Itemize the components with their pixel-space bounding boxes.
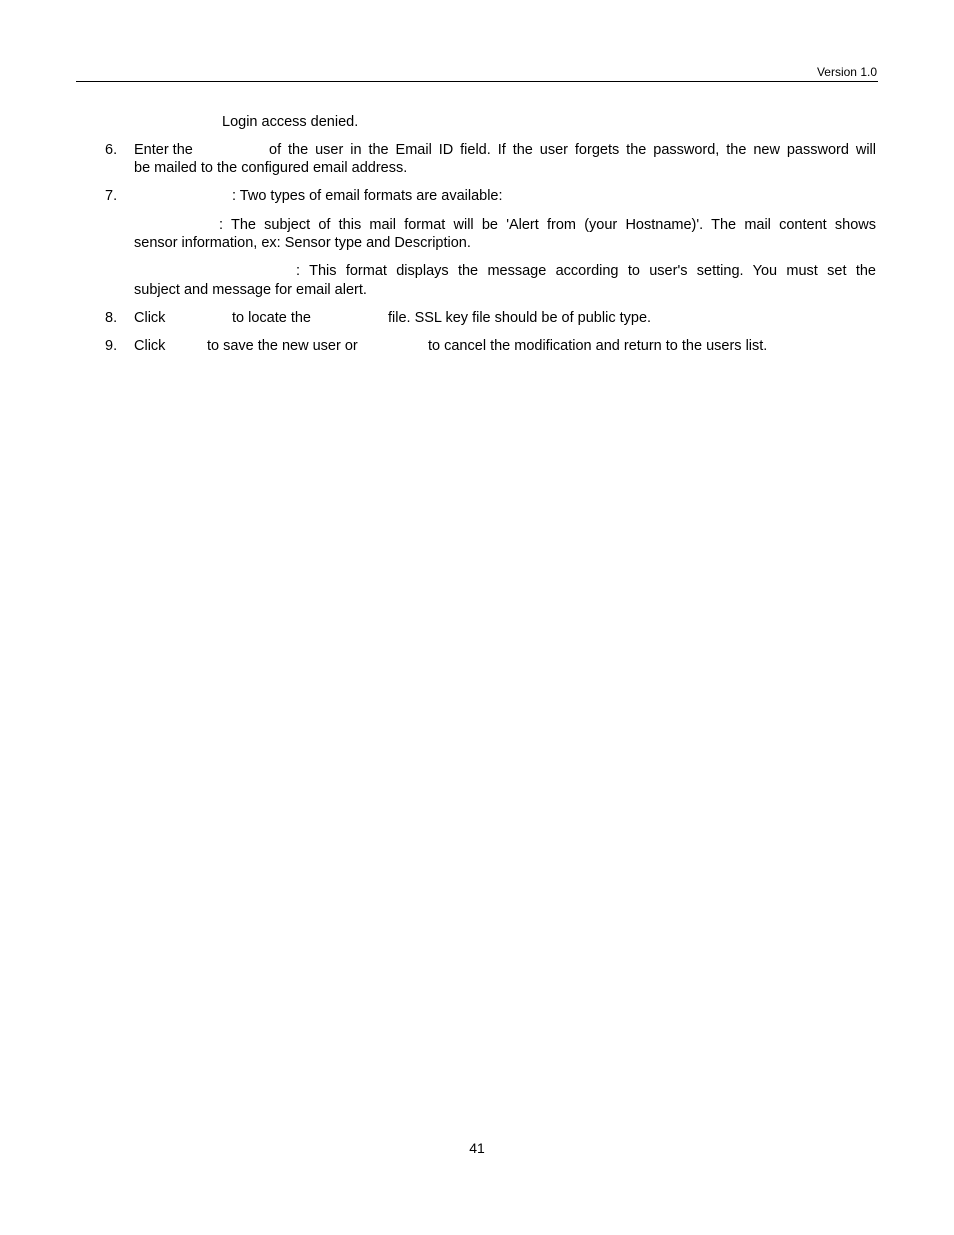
item-text: Enter the xyxy=(134,142,193,158)
sub-item-text: sensor information, ex: Sensor type and Description. xyxy=(134,235,471,251)
item-text: Click xyxy=(134,338,166,354)
item-text: to locate the xyxy=(232,310,311,326)
item-text: be mailed to the configured email address. xyxy=(134,160,408,176)
item-number: 8. xyxy=(105,310,118,326)
item-number: 6. xyxy=(105,142,118,158)
version-label: Version 1.0 xyxy=(816,65,877,79)
sub-item-text: : This format displays the message according to user's setting. You must set the xyxy=(296,263,876,279)
item-text: file. SSL key file should be of public type. xyxy=(388,310,652,326)
sub-item-text: : The subject of this mail format will be 'Alert from (your Hostname)'. The mail content shows xyxy=(219,217,876,233)
item-text: Click xyxy=(134,310,166,326)
header-divider xyxy=(76,81,878,82)
item-number: 7. xyxy=(105,188,118,204)
item-number: 9. xyxy=(105,338,118,354)
item-text: to cancel the modification and return to the users list. xyxy=(428,338,768,354)
sub-item-text: subject and message for email alert. xyxy=(134,282,367,298)
item-text: of the user in the Email ID field. If the user forgets the password, the new password will xyxy=(269,142,876,158)
continuation-text: Login access denied. xyxy=(222,114,359,130)
page-number: 41 xyxy=(469,1140,485,1156)
item-text: to save the new user or xyxy=(207,338,358,354)
item-text: : Two types of email formats are available: xyxy=(232,188,503,204)
